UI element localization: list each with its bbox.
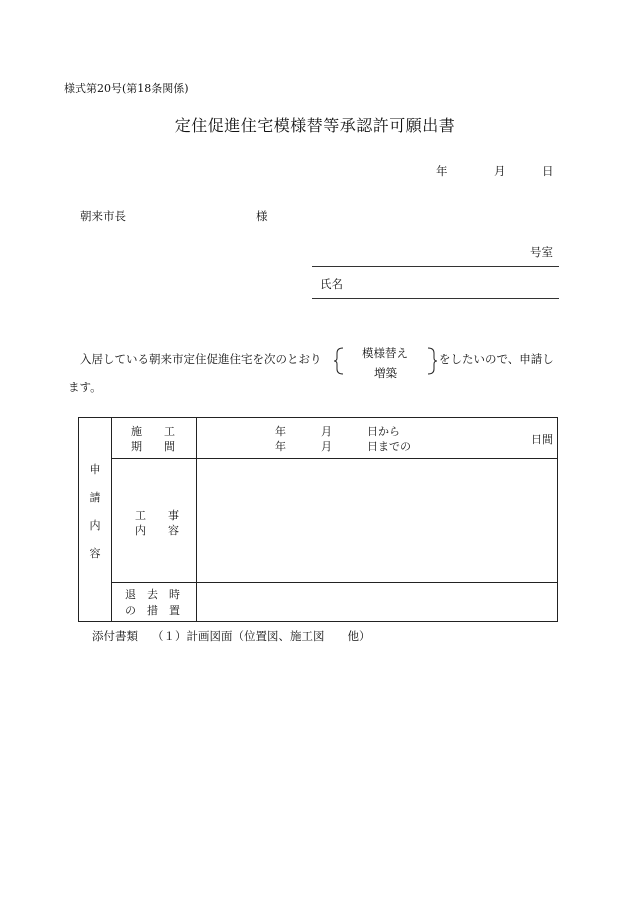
option-extension: 増築 <box>374 366 397 380</box>
section-label-char: 内 <box>89 519 101 532</box>
right-brace-icon <box>426 347 438 375</box>
section-label-char: 請 <box>89 491 101 504</box>
attachments-item-1: （１）計画図面（位置図、施工図 他） <box>152 629 371 643</box>
days-label: 日間 <box>531 433 553 446</box>
date-year-label: 年 <box>436 164 448 178</box>
body-text-end: ます。 <box>68 380 102 394</box>
date-month-label: 月 <box>494 164 506 178</box>
table-divider-v1 <box>111 418 112 621</box>
body-text-after: をしたいので、申請し <box>439 352 554 366</box>
option-remodel: 模様替え <box>362 346 408 360</box>
section-label-char: 容 <box>89 547 101 560</box>
end-year-label: 年 <box>275 440 286 453</box>
end-day-label: 日までの <box>367 440 411 453</box>
attachments-label: 添付書類 <box>92 629 138 643</box>
applicant-name-line <box>312 298 559 299</box>
applicant-name-label: 氏名 <box>320 277 343 291</box>
body-text-before: 入居している朝来市定住促進住宅を次のとおり <box>80 352 322 366</box>
move-out-label-1: 退 去 時 <box>125 588 180 601</box>
start-year-label: 年 <box>275 425 286 438</box>
move-out-label-2: の 措 置 <box>125 604 180 617</box>
section-label <box>88 456 102 568</box>
start-day-label: 日から <box>367 425 400 438</box>
addressee-honorific: 様 <box>256 209 268 223</box>
section-label-char: 申 <box>89 463 101 476</box>
move-out-field[interactable] <box>197 583 557 621</box>
date-day-label: 日 <box>542 164 554 178</box>
form-number: 様式第20号(第18条関係) <box>64 82 189 95</box>
addressee-name: 朝来市長 <box>80 209 126 223</box>
construction-period-label-2: 期 間 <box>131 440 175 453</box>
work-content-label-2: 内 容 <box>135 524 179 537</box>
room-number-label: 号室 <box>530 245 553 259</box>
work-content-label-1: 工 事 <box>135 509 179 522</box>
left-brace-icon <box>333 347 345 375</box>
start-month-label: 月 <box>321 425 332 438</box>
application-table <box>78 417 558 622</box>
page-title: 定住促進住宅模様替等承認許可願出書 <box>174 116 456 135</box>
work-content-field[interactable] <box>197 459 557 581</box>
construction-period-label-1: 施 工 <box>131 425 175 438</box>
end-month-label: 月 <box>321 440 332 453</box>
room-number-line <box>312 266 559 267</box>
